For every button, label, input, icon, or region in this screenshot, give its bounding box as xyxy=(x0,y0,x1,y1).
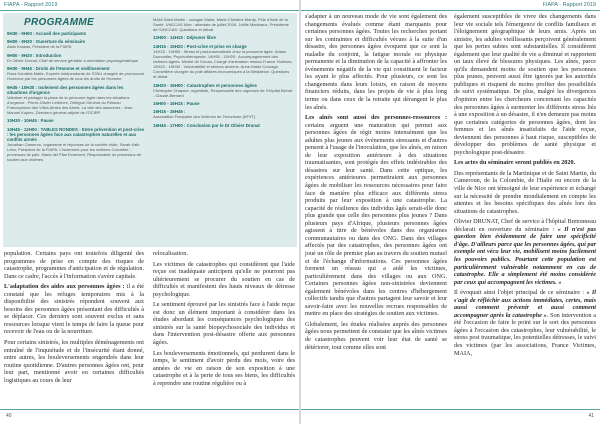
paragraph-text: Olivier DRUNAT, Chef de service à l'hôpital Bretonneau déclarait en ouverture du séminaire : xyxy=(454,218,596,233)
paragraph xyxy=(153,250,295,258)
programme-item xyxy=(7,53,145,63)
quotation: « Il s'agit de réfléchir aux actions immédiates, certes, mais aussi comment prévenir et aussi comment accompagner après la catastrophe » xyxy=(454,289,596,319)
programme-item xyxy=(7,127,145,163)
programme-time: 16H45 - 17H00 : Conclusion par le Dr Olivier Drunat xyxy=(153,122,260,128)
programme-item xyxy=(7,31,145,36)
programme-description: Rosa Kornfeld-Matte, Experte indépendante de l'ONU chargée de promouvoir l'exercice par les personnes âgées de tous les droits de l'homme xyxy=(7,71,145,82)
programme-time: 16H00 - 16H15 : Pause xyxy=(153,101,200,107)
right-footer-rule xyxy=(301,409,600,410)
right-page-header: FIAPA - Rapport 2019 xyxy=(542,2,596,8)
paragraph-text: Des représentants de la Martinique et de Saint Martin, du Cameroun, de la Colombie, de l'Italie ou encore de la ville de Nice ont témoigné de leur expérience et échangé sur la nécessité de prendre mondialement en compte les attentes et les besoins spécifiques des aînés lors des situations de catastrophes. xyxy=(454,169,596,215)
programme-item xyxy=(153,35,293,40)
paragraph-text: certains arguent une maturation qui permet aux personnes âgées de régir moins intensément que les adultes plus jeunes aux événements stressants et d'autres pensent à l'usage de l'inoculation, que les aînés, en raison de leur exposition antérieure à des situations traumatisantes, sont protégés des effets indésirables des désastres sur leur santé. Dans cette optique, les expériences antérieures permettraient aux personnes âgées de mobiliser les ressources nécessaires pour faire face de manière plus efficace aux différents stress produits par leur exposition à une catastrophe. La capacité de résilience des individus âgés serait-elle donc plus grande que celle des personnes plus jeunes ? Dans plusieurs pays d'Afrique, plusieurs personnes âgées agissent à titre de bénévoles dans des organismes communautaires ou dans des ONG. Dans des villages affectés par des catastrophes, des personnes âgées ont joué un rôle de premier plan au travers du soutien mutuel et de l'échange d'informations. Ces personnes âgées forment un réseau qui a aidé les victimes, particulièrement dans des villages ou aux ONG. Certaines personnes âgées non-sinistrées deviennent également bénévoles dans les centres d'hébergement collectifs tandis que d'autres partagent leur savoir et leur savoir-faire avec les nouvelles recrues responsables de mettre en place des stratégies de soutien aux victimes. xyxy=(305,121,447,318)
paragraph-text: . Son intervention a été l'occasion de faire le point sur le sort des personnes âgées à l'occasion des catastrophes, leur vulnérabilité, le stress post traumatique, les potentielles détresses, le suivi des victimes (par les associations, France Victimes, MAIA, xyxy=(454,311,596,357)
paragraph xyxy=(454,289,596,357)
right-page xyxy=(301,0,600,424)
programme-time: 16H15 - 16H45 : xyxy=(153,109,186,115)
programme-item xyxy=(153,83,293,98)
left-page-text-column-1 xyxy=(4,250,144,387)
right-page-text-column-1 xyxy=(305,13,447,354)
programme-time: 15H20 - 16H00 : Catastrophes et personnes âgées xyxy=(153,82,257,88)
paragraph xyxy=(4,283,144,336)
programme-time: 12H00 - 14H15 : Déjeuner libre xyxy=(153,35,216,41)
programme-description: Alain Koskas, Président de la FIAPA xyxy=(7,44,72,50)
programme-time: 14H15 - 15H20 : Post-crise et prise en charge xyxy=(153,43,247,49)
paragraph xyxy=(305,114,447,318)
programme-time: 9H00 - 9H20 : Introduction xyxy=(7,52,62,58)
paragraph-text: Les bouleversements émotionnels, qui perdurent dans le temps, le sentiment d'avoir perdu des mois, voire des années de vie en raison de son exposition à une catastrophe et à la perte de tous ses biens, les difficultés à reprendre une routine régulière ou à xyxy=(153,349,295,387)
paragraph-text: population. Certains pays ont toutefois diligenté des programmes de prise en compte des risques de catastrophe, programmes d'anticipation et de régulation. Dans ce cadre, l'accès à l'information s'avère capitale. xyxy=(4,250,144,280)
paragraph xyxy=(153,261,295,299)
programme-item xyxy=(153,101,293,106)
right-page-text-column-2 xyxy=(454,13,596,360)
paragraph xyxy=(153,301,295,346)
left-page-header: FIAPA - Rapport 2019 xyxy=(4,2,58,8)
programme-item xyxy=(7,66,145,81)
programme-time: 9H00 - 9H20 : Ouverture du séminaire xyxy=(7,39,86,45)
quotation: « Il n'est pas question bien évidemment de faire une spécificité d'âge. D'ailleurs parce que les personnes âgées, qui par exemple ont vécu leur vie, mobilisent moins facilement les pouvoirs publics. Pourtant cette population est particulièrement vulnérable notamment en cas de catastrophe. Elle a simplement été moins considérée par ceux qui accompagnent les victimes. » xyxy=(454,225,596,286)
paragraph-text: également susceptibles de vivre des changements dans leur vie sociale tels l'émergence de conflits familiaux et l'éloignement géographique de leurs amis. Après un sinistre, les adultes vieillissants perçoivent généralement que les pertes subies sont substantielles. Il considèrent également que leur qualité de vie a diminué et rapportent un taux élevé de blessures physiques. Les aînés, parce qu'ils demandent moins de soutien que les personnes plus jeunes, peuvent aussi être ignorés par les autorités publiques et risquent de moins profiter des possibilités de suivi systématique. De plus, malgré les divergences d'opinion entre les chercheurs concernant les capacités des personnes âgées à surmonter les différents stress liés à une exposition à un désastre, il n'en demeure pas moins que certaines catégories de personnes âgées, dont les femmes et les aînés insatisfaits de l'aide reçue, deviennent des personnes à haut risque, susceptibles de développer des problèmes de santé physique et psychologique post-désastre. xyxy=(454,13,596,156)
paragraph-lead-in: Les aînés sont aussi des personnes-ressources : xyxy=(305,114,447,122)
programme-time: 9H30 - 9H00 : Accueil des participants xyxy=(7,31,87,36)
right-header-rule xyxy=(301,10,600,11)
paragraph-text: il a été constaté que les refuges temporaires mis à la disponibilité des sinistrés répondent souvent aux besoins des personnes âgées présentant des difficultés à se déplacer. Ces derniers sont souvent exclus et sans ressources lorsque vient le temps de faire la queue pour recevoir de l'eau ou de la nourriture. xyxy=(4,283,144,336)
section-heading xyxy=(454,159,596,167)
programme-time: 10H30 - 10H45 : Pause xyxy=(7,118,54,124)
right-page-number: 41 xyxy=(588,413,594,419)
paragraph xyxy=(305,13,447,111)
programme-item xyxy=(153,44,293,80)
programme-item xyxy=(7,85,145,116)
paragraph-text: Le sentiment éprouvé par les sinistrés face à l'aide reçue est donc un élément important à considérer dans les études abordant les conséquences psychologiques des sinistrés sur la santé biopsychosociale des individus et dans l'intervention post-désastre offerte aux personnes âgées. xyxy=(153,301,295,347)
paragraph-lead-in: L'adaptation des aides aux personnes âgées : xyxy=(4,283,125,291)
programme-description: Association Française des Victimes du Terrorisme (AFVT) xyxy=(153,114,256,120)
programme-item xyxy=(7,118,145,123)
programme-column-left xyxy=(7,31,145,165)
programme-time: 10H45 - 12H00 : TABLES RONDES - Entre prévention et post-crise : les personnes âgées face aux catastrophes naturelles et aux conflits armés xyxy=(7,126,145,142)
left-page-text-column-2 xyxy=(153,250,295,390)
paragraph-text: Globalement, les études réalisées auprès des personnes âgées nous permettent de constater que les aînés victimes de catastrophes peuvent voir leur état de santé se détériorer, tout comme elles sont xyxy=(305,320,447,351)
paragraph xyxy=(454,218,596,286)
programme-description: 14H15 - 14H55 : Stress et post-traumatisme chez la personne âgée. Ariane Dumontier, Psychothérapeute. 14H55 - 15H20 : Accompagnement des victimes âgées. Michel de Gouza, Chargé d'animation réseau France Victimes. 15H20 - 15H30 : Vulnérabilité et séniors anciens. Anne-Marie Courage, Conseillère chargée du pôle affaires économiques à la Médiatrice. Questions et débat xyxy=(153,48,293,80)
paragraph xyxy=(153,350,295,388)
paragraph-text: Pour certains sinistrés, les multiples déménagements ont entraîné de l'inquiétude et de l'insécurité étant donné, entre autres, les bouleversements engendrés dans leur routine quotidienne. D'autres personnes âgées ont, pour leur part, mentionné avoir eu certaines difficultés logistiques au cours de leur xyxy=(4,339,144,384)
programme-title: PROGRAMME xyxy=(24,17,94,28)
paragraph xyxy=(4,250,144,280)
programme-item xyxy=(153,17,293,32)
programme-description: Valoriser et partager la place de la personne âgée dans les situations d'urgence : Pierre-Olivier Lefebvre, Délégué Général du Réseau Francophone des Villes Amies des Aînés. La ville des assureurs : Jean-Manuel Kupiec, Directeur général adjoint de l'OCIRP xyxy=(7,94,134,115)
programme-description: MAIA Saint-Martin : ouragan Maria. Marie-Christine Mardy, Pôle d'Aide de la Santé. UNCCAS Nice : attentats de juillet 2016. Joëlle Martinaux, Présidente de l'UNCCAS. Questions et débat xyxy=(153,17,289,33)
programme-column-right xyxy=(153,17,293,131)
paragraph xyxy=(454,170,596,215)
programme-time: 9H45 - 10H30 : Isolement des personnes âgées dans les situations d'urgence xyxy=(7,84,124,95)
programme-description: Jonathan Cameron, organisme et réponses de la société civile. Sarah Kalb Lobo, Président de la FIAPA. L'isolement pour les victimes Colombie : processus de paix. Maria del Pilar Echeverri, Responsable du processus de soutien aux victimes xyxy=(7,141,142,163)
paragraph-text: Il évoquait ainsi l'objet principal de ce séminaire : xyxy=(454,289,587,297)
paragraph-text: Les victimes de catastrophes qui considèrent que l'aide reçue est inadéquate anticipent qu'elle ne pourront pas ultérieurement se procurer du soutien en cas de difficultés et manifestent des hauts niveaux de détresse psychologique. xyxy=(153,260,295,298)
programme-item xyxy=(153,123,293,128)
programme-box xyxy=(3,13,297,247)
paragraph xyxy=(4,339,144,384)
paragraph-text: s'adapter à un nouveau mode de vie sont également des changements évalués comme étant marquants pour certaines personnes âgées. Toutes les recherches portant sur les contraintes et difficultés vécues à la suite d'un désastre, des personnes âgées évoquent que ce sont la maladie du conjoint, la fatigue morale ou physique permanente et la diminution de la capacité à affronter les événements négatifs de la vie qui constituent le facteur les ayant le plus affectés. Pour plusieurs, ce sont les changements dans leurs loisirs, en raison de moyens financiers réduits, dans les projets de vie à plus long terme ou dans ceux de la retraite qui dérangent le plus les aînés. xyxy=(305,13,447,111)
paragraph-text: Les actes du séminaire seront publiés en 2020. xyxy=(454,159,576,167)
programme-item xyxy=(153,109,293,119)
paragraph-text: relocalisation. xyxy=(153,250,188,257)
programme-description: Dr Olivier Drunat, Chef de service gériatrie à orientation psychogériatrique xyxy=(7,57,139,63)
paragraph xyxy=(305,321,447,351)
left-header-rule xyxy=(0,10,299,11)
paragraph xyxy=(454,13,596,156)
programme-description: Christophe Chapuet, urgentiste, Responsable des urgences de l'Hôpital Bichat - Claude-Bernard xyxy=(153,87,293,98)
left-page-number: 40 xyxy=(6,413,12,419)
left-footer-rule xyxy=(0,409,299,410)
programme-item xyxy=(7,39,145,49)
left-page xyxy=(0,0,299,424)
programme-time: 9H30 - 9H45 : Droits de l'Homme et vieillissement xyxy=(7,66,110,72)
